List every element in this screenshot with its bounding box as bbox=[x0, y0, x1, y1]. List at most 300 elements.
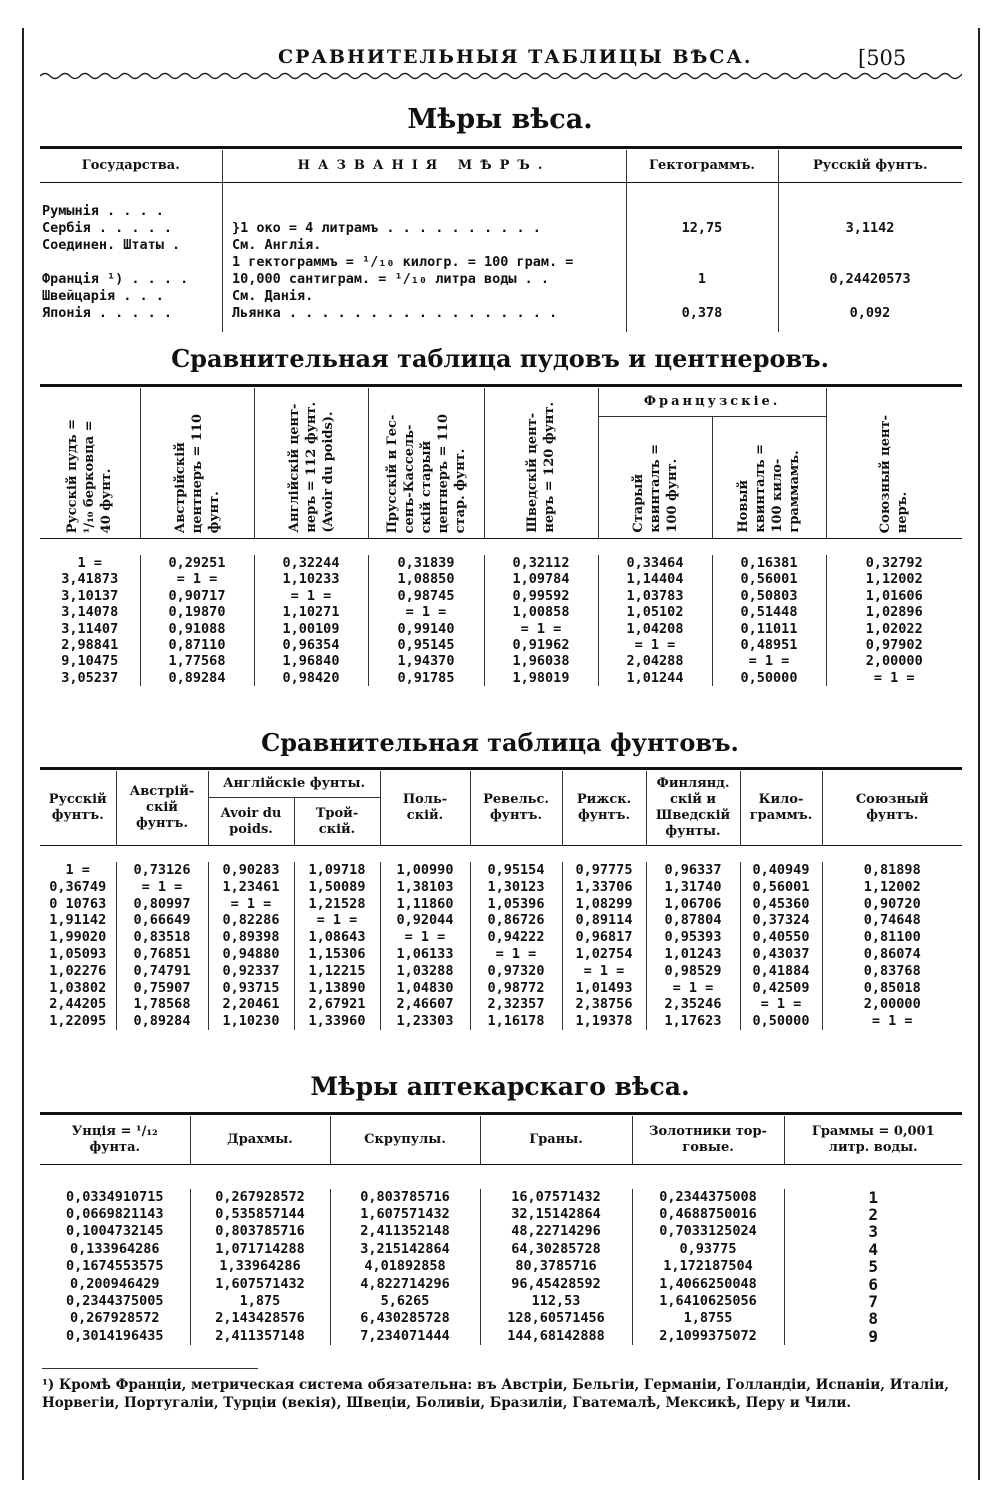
table-cell: 1,00109 bbox=[254, 621, 368, 637]
table-cell: = 1 = bbox=[562, 963, 646, 980]
weights-table bbox=[40, 150, 962, 322]
group-header: Англійскіе фунты. bbox=[208, 771, 380, 798]
page-title: СРАВНИТЕЛЬНЫЯ ТАБЛИЦЫ ВѢСА. bbox=[278, 46, 753, 68]
table-cell: 0,3014196435 bbox=[65, 1327, 164, 1344]
table-cell: 1,08850 bbox=[368, 571, 484, 587]
table-row bbox=[40, 1276, 962, 1293]
col-header: Союзный цент- неръ. bbox=[826, 388, 962, 539]
table-cell: = 1 = bbox=[254, 588, 368, 604]
table-cell: 1,10271 bbox=[254, 604, 368, 620]
table-cell: 0,92044 bbox=[380, 912, 470, 929]
table-cell: 1,33964286 bbox=[190, 1258, 330, 1275]
table-cell: 0,92337 bbox=[208, 963, 294, 980]
table-cell: 2,38756 bbox=[562, 996, 646, 1013]
table-cell: Соединен. Штаты . bbox=[42, 236, 181, 253]
table-row bbox=[40, 1258, 962, 1275]
table-cell: 3,1142 bbox=[845, 219, 895, 236]
table-cell: 2,32357 bbox=[470, 996, 562, 1013]
table-cell: 48,22714296 bbox=[480, 1223, 632, 1240]
table-cell bbox=[626, 288, 778, 305]
table-cell: 0,80997 bbox=[116, 896, 208, 913]
table-cell: 1,16178 bbox=[470, 1013, 562, 1030]
table-cell: 1,33960 bbox=[294, 1013, 380, 1030]
table-cell bbox=[778, 288, 962, 305]
table-cell: 0,267928572 bbox=[70, 1310, 160, 1327]
table-cell: 2,143428576 bbox=[190, 1310, 330, 1327]
col-header: Австрійскій центнеръ = 110 фунт. bbox=[140, 388, 254, 539]
top-rule bbox=[40, 146, 962, 149]
table-row bbox=[40, 996, 962, 1013]
table-cell: 1,03802 bbox=[49, 979, 107, 996]
table-cell: 0,89284 bbox=[116, 1013, 208, 1030]
table-row bbox=[40, 1310, 962, 1327]
table-cell: 0,95393 bbox=[646, 929, 740, 946]
table-cell: 1,607571432 bbox=[330, 1206, 480, 1223]
table-row bbox=[40, 237, 962, 254]
table-cell: 5,6265 bbox=[330, 1293, 480, 1310]
table-cell: 1,19378 bbox=[562, 1013, 646, 1030]
table-cell: 0,90717 bbox=[140, 588, 254, 604]
table-row bbox=[40, 1013, 962, 1030]
table-cell: 1,172187504 bbox=[632, 1258, 784, 1275]
table-cell: 0,89114 bbox=[562, 912, 646, 929]
table-cell: 1,09718 bbox=[294, 862, 380, 879]
col-header: Англійскій цент- неръ = 112 фунт. (Avoir du poids). bbox=[254, 388, 368, 539]
table-cell: 0,0334910715 bbox=[65, 1188, 164, 1205]
table-cell: 0,91785 bbox=[368, 670, 484, 686]
table-cell: 0,66649 bbox=[116, 912, 208, 929]
col-header: Русскій фунтъ. bbox=[48, 792, 107, 823]
table-cell: 0,200946429 bbox=[70, 1275, 160, 1292]
table-cell: 1,15306 bbox=[294, 946, 380, 963]
table-cell: 1,50089 bbox=[294, 879, 380, 896]
table-cell: 0,83768 bbox=[822, 963, 962, 980]
col-header: Кило- граммъ. bbox=[740, 771, 822, 846]
table-cell: 0,82286 bbox=[208, 912, 294, 929]
table-cell: 1,22095 bbox=[49, 1013, 107, 1030]
col-header: Русскій пудъ = ¹/₁₀ берковца = 40 фунт. bbox=[65, 418, 115, 533]
table-cell: 0,133964286 bbox=[70, 1240, 160, 1257]
table-cell: 9,10475 bbox=[61, 653, 119, 670]
table-cell: 0,86074 bbox=[822, 946, 962, 963]
table-cell: 144,68142888 bbox=[480, 1328, 632, 1345]
table-cell: 0,74648 bbox=[822, 912, 962, 929]
table-cell: 1,01243 bbox=[646, 946, 740, 963]
table-cell: 1,01244 bbox=[598, 670, 712, 686]
table-cell: 1,04830 bbox=[380, 980, 470, 997]
table-cell: = 1 = bbox=[116, 879, 208, 896]
table-cell: 2,00000 bbox=[826, 653, 962, 669]
table-cell: 0,91962 bbox=[484, 637, 598, 653]
table-cell: 1,071714288 bbox=[190, 1241, 330, 1258]
table-row bbox=[40, 963, 962, 980]
table-cell: 3,11407 bbox=[61, 620, 119, 637]
col-header: Скрупулы. bbox=[330, 1116, 480, 1164]
table-cell: 0,94222 bbox=[470, 929, 562, 946]
table-cell: 0,803785716 bbox=[190, 1223, 330, 1240]
table-cell: 1,01606 bbox=[826, 588, 962, 604]
table-cell: 0,73126 bbox=[116, 862, 208, 879]
table-cell: 7 bbox=[784, 1293, 962, 1310]
table-row bbox=[40, 555, 962, 571]
table-cell: 1,02896 bbox=[826, 604, 962, 620]
col-header: Гектограммъ. bbox=[626, 150, 778, 182]
table-cell: 1,96038 bbox=[484, 653, 598, 669]
table-cell: 0,81100 bbox=[822, 929, 962, 946]
table-cell: 1,08299 bbox=[562, 896, 646, 913]
table-row bbox=[40, 637, 962, 653]
table-cell: 0,0669821143 bbox=[65, 1205, 164, 1222]
table-cell: = 1 = bbox=[822, 1013, 962, 1030]
table-cell: 0,51448 bbox=[712, 604, 826, 620]
table-cell: 1 bbox=[697, 270, 707, 287]
table-cell: 2,20461 bbox=[208, 996, 294, 1013]
table-cell: 0,97775 bbox=[562, 862, 646, 879]
table-cell: 0,803785716 bbox=[330, 1189, 480, 1206]
table-cell: 0,94880 bbox=[208, 946, 294, 963]
group-header: Французскіе. bbox=[598, 388, 826, 417]
table-cell: 1,03288 bbox=[380, 963, 470, 980]
table-cell: 96,45428592 bbox=[480, 1276, 632, 1293]
table-cell: 0,31839 bbox=[368, 555, 484, 571]
table-cell: 1,14404 bbox=[598, 571, 712, 587]
table-cell: 0,32112 bbox=[484, 555, 598, 571]
table-cell: 0,90720 bbox=[822, 896, 962, 913]
table-cell: 3,10137 bbox=[61, 587, 119, 604]
col-header: Поль- скій. bbox=[380, 771, 470, 846]
table-cell: 1,13890 bbox=[294, 980, 380, 997]
table-cell: 0,97902 bbox=[826, 637, 962, 653]
table-row bbox=[40, 588, 962, 604]
table-cell: 4,01892858 bbox=[330, 1258, 480, 1275]
table-cell: 0,74791 bbox=[116, 963, 208, 980]
table-cell: 0,2344375008 bbox=[632, 1189, 784, 1206]
table-cell: 0,36749 bbox=[49, 878, 107, 895]
table-row bbox=[40, 896, 962, 913]
pounds-table bbox=[40, 771, 962, 1030]
table-cell: 0,56001 bbox=[712, 571, 826, 587]
apothecary-heading: Мѣры аптекарскаго вѣса. bbox=[310, 1072, 690, 1101]
table-row bbox=[40, 1328, 962, 1345]
table-cell: 2,04288 bbox=[598, 653, 712, 669]
table-cell: 0,86726 bbox=[470, 912, 562, 929]
table-row bbox=[40, 288, 962, 305]
table-cell: 0,83518 bbox=[116, 929, 208, 946]
table-cell: 0,267928572 bbox=[190, 1189, 330, 1206]
table-cell: 4 bbox=[784, 1241, 962, 1258]
table-row bbox=[40, 670, 962, 686]
table-row bbox=[40, 879, 962, 896]
table-cell: 1,33706 bbox=[562, 879, 646, 896]
table-cell: 0 10763 bbox=[49, 895, 107, 912]
table-cell: 1,02754 bbox=[562, 946, 646, 963]
table-cell: 1,607571432 bbox=[190, 1276, 330, 1293]
table-cell: 0,32792 bbox=[826, 555, 962, 571]
table-cell: = 1 = bbox=[140, 571, 254, 587]
table-cell: 1,02276 bbox=[49, 962, 107, 979]
table-cell: 2 bbox=[784, 1206, 962, 1223]
col-header: Государства. bbox=[81, 157, 180, 173]
page-number: [505 bbox=[858, 46, 907, 70]
table-row bbox=[40, 254, 962, 288]
col-header: Граны. bbox=[480, 1116, 632, 1164]
table-cell: 0,32244 bbox=[254, 555, 368, 571]
table-cell: 0,1004732145 bbox=[65, 1223, 164, 1240]
table-row bbox=[40, 571, 962, 587]
table-cell: 0,99592 bbox=[484, 588, 598, 604]
table-cell: = 1 = bbox=[712, 653, 826, 669]
table-cell: 1,10230 bbox=[208, 1013, 294, 1030]
table-cell: 0,99140 bbox=[368, 621, 484, 637]
table-cell: 1,05093 bbox=[49, 945, 107, 962]
poods-table bbox=[40, 388, 962, 686]
table-cell: 0,75907 bbox=[116, 980, 208, 997]
table-cell: 1,09784 bbox=[484, 571, 598, 587]
table-cell: 1,96840 bbox=[254, 653, 368, 669]
table-cell: 2,411357148 bbox=[190, 1328, 330, 1345]
table-cell: 0,29251 bbox=[140, 555, 254, 571]
table-cell: 0,85018 bbox=[822, 980, 962, 997]
footnote-rule bbox=[42, 1368, 258, 1369]
table-cell: 6 bbox=[784, 1276, 962, 1293]
table-row bbox=[40, 621, 962, 637]
table-row bbox=[40, 653, 962, 669]
table-cell: 1,875 bbox=[190, 1293, 330, 1310]
table-cell: 0,40949 bbox=[740, 862, 822, 879]
poods-heading: Сравнительная таблица пудовъ и центнеровъ. bbox=[171, 344, 829, 373]
table-cell: 0,378 bbox=[681, 304, 723, 321]
col-header: Австрій- скій фунтъ. bbox=[116, 771, 208, 846]
table-cell: 3,14078 bbox=[61, 604, 119, 621]
table-cell: 1,6410625056 bbox=[632, 1293, 784, 1310]
pounds-heading: Сравнительная таблица фунтовъ. bbox=[261, 728, 739, 757]
table-cell: 0,16381 bbox=[712, 555, 826, 571]
table-cell: 8 bbox=[784, 1310, 962, 1327]
table-cell: 2,44205 bbox=[49, 996, 107, 1013]
table-cell: 0,81898 bbox=[822, 862, 962, 879]
table-cell: 1,30123 bbox=[470, 879, 562, 896]
table-cell: 1 = bbox=[65, 862, 90, 878]
table-cell: 1,12002 bbox=[826, 571, 962, 587]
table-cell: 1,77568 bbox=[140, 653, 254, 669]
table-cell: 0,7033125024 bbox=[632, 1223, 784, 1240]
table-cell: 0,90283 bbox=[208, 862, 294, 879]
table-cell: 0,96354 bbox=[254, 637, 368, 653]
footnote: ¹) Кромѣ Франціи, метрическая система обязательна: въ Австріи, Бельгіи, Германіи, Голландіи, Испаніи, Италіи, Норвегіи, Португаліи, Турціи (векія), Швеціи, Боливіи, Бразиліи, Гватемалѣ, Мексикѣ, Перу и Чили. bbox=[42, 1377, 949, 1411]
table-cell: 0,98772 bbox=[470, 980, 562, 997]
table-cell: 6,430285728 bbox=[330, 1310, 480, 1327]
table-cell: = 1 = bbox=[380, 929, 470, 946]
table-cell: 0,092 bbox=[849, 304, 891, 321]
table-cell: 1 bbox=[784, 1189, 962, 1206]
table-row bbox=[40, 305, 962, 322]
table-cell: 1,31740 bbox=[646, 879, 740, 896]
table-cell: 0,93775 bbox=[632, 1241, 784, 1258]
table-cell: См. Данія. bbox=[232, 287, 314, 304]
col-header: Финлянд. скій и Шведскій фунты. bbox=[646, 771, 740, 846]
table-cell bbox=[626, 237, 778, 254]
table-cell: 0,98420 bbox=[254, 670, 368, 686]
table-cell: 0,1674553575 bbox=[65, 1258, 164, 1275]
table-row bbox=[40, 946, 962, 963]
table-row bbox=[40, 604, 962, 620]
table-cell: 0,42509 bbox=[740, 980, 822, 997]
table-row bbox=[40, 1241, 962, 1258]
table-cell: 0,93715 bbox=[208, 980, 294, 997]
table-cell: = 1 = bbox=[470, 946, 562, 963]
table-cell: 0,87804 bbox=[646, 912, 740, 929]
table-cell: 1,04208 bbox=[598, 621, 712, 637]
table-cell: 1,01493 bbox=[562, 980, 646, 997]
table-cell: 0,50000 bbox=[712, 670, 826, 686]
table-cell: 3 bbox=[784, 1223, 962, 1240]
col-header: Союзный фунтъ. bbox=[822, 771, 962, 846]
table-cell: 0,33464 bbox=[598, 555, 712, 571]
col-header: Ревельс. фунтъ. bbox=[470, 771, 562, 846]
table-cell: 80,3785716 bbox=[480, 1258, 632, 1275]
table-cell: 64,30285728 bbox=[480, 1241, 632, 1258]
col-header: Трой- скій. bbox=[294, 798, 380, 846]
table-cell: = 1 = bbox=[368, 604, 484, 620]
col-header: Унція = ¹/₁₂ фунта. bbox=[71, 1123, 158, 1155]
table-cell: 0,535857144 bbox=[190, 1206, 330, 1223]
table-cell: 2,98841 bbox=[61, 637, 119, 654]
table-cell: 1,91142 bbox=[49, 912, 107, 929]
table-cell: 1,00858 bbox=[484, 604, 598, 620]
table-cell: 0,48951 bbox=[712, 637, 826, 653]
table-cell: 0,87110 bbox=[140, 637, 254, 653]
table-cell: 0,45360 bbox=[740, 896, 822, 913]
table-cell: 2,00000 bbox=[822, 996, 962, 1013]
table-cell: = 1 = bbox=[598, 637, 712, 653]
table-cell: 1,23461 bbox=[208, 879, 294, 896]
table-cell: 1,10233 bbox=[254, 571, 368, 587]
table-cell: 2,67921 bbox=[294, 996, 380, 1013]
table-cell: 0,89398 bbox=[208, 929, 294, 946]
table-row bbox=[40, 862, 962, 879]
table-cell: См. Англія. bbox=[232, 236, 322, 253]
table-cell: 9 bbox=[784, 1328, 962, 1345]
table-cell: }1 око = 4 литрамъ . . . . . . . . . . bbox=[232, 219, 541, 236]
wavy-rule bbox=[40, 70, 962, 82]
col-header: Золотники тор- говые. bbox=[632, 1116, 784, 1164]
table-cell: 0,98529 bbox=[646, 963, 740, 980]
weights-heading: Мѣры вѣса. bbox=[407, 104, 593, 135]
table-cell: 1,78568 bbox=[116, 996, 208, 1013]
table-cell: 1,23303 bbox=[380, 1013, 470, 1030]
table-cell: 1,11860 bbox=[380, 896, 470, 913]
table-row bbox=[40, 1189, 962, 1206]
table-cell: 0,11011 bbox=[712, 621, 826, 637]
table-cell: 3,41873 bbox=[61, 571, 119, 588]
table-cell: Швейцарія . . . bbox=[42, 287, 164, 304]
table-cell: 0,2344375005 bbox=[65, 1292, 164, 1309]
table-cell: 112,53 bbox=[480, 1293, 632, 1310]
table-cell: 0,95145 bbox=[368, 637, 484, 653]
apothecary-table bbox=[40, 1116, 962, 1345]
table-cell: 0,97320 bbox=[470, 963, 562, 980]
table-cell: 1,21528 bbox=[294, 896, 380, 913]
table-cell: 0,76851 bbox=[116, 946, 208, 963]
table-row bbox=[40, 980, 962, 997]
table-row bbox=[40, 912, 962, 929]
table-cell: 0,56001 bbox=[740, 879, 822, 896]
table-cell: 0,95154 bbox=[470, 862, 562, 879]
table-cell: 1,12002 bbox=[822, 879, 962, 896]
table-cell: 1,08643 bbox=[294, 929, 380, 946]
table-cell: = 1 = bbox=[294, 912, 380, 929]
table-row bbox=[40, 1293, 962, 1310]
table-cell: 4,822714296 bbox=[330, 1276, 480, 1293]
table-cell: 12,75 bbox=[681, 219, 723, 236]
table-cell: Льянка . . . . . . . . . . . . . . . . . bbox=[232, 304, 558, 321]
col-header: Прусскій и Гес- сенъ-Кассель- скій старый центнеръ = 110 стар. фунт. bbox=[368, 388, 484, 539]
table-cell: 1,4066250048 bbox=[632, 1276, 784, 1293]
table-row bbox=[40, 1206, 962, 1223]
table-cell: 0,40550 bbox=[740, 929, 822, 946]
table-cell: 1,06706 bbox=[646, 896, 740, 913]
table-cell: = 1 = bbox=[646, 980, 740, 997]
table-cell: 0,19870 bbox=[140, 604, 254, 620]
col-header: Драхмы. bbox=[190, 1116, 330, 1164]
table-cell: 0,96817 bbox=[562, 929, 646, 946]
col-header: Новый квинталъ = 100 кило- граммамъ. bbox=[712, 417, 826, 539]
table-cell: = 1 = bbox=[484, 621, 598, 637]
table-cell: 1,03783 bbox=[598, 588, 712, 604]
table-cell: 1,12215 bbox=[294, 963, 380, 980]
table-cell: 0,50803 bbox=[712, 588, 826, 604]
table-cell: 0,37324 bbox=[740, 912, 822, 929]
table-cell: 1,8755 bbox=[632, 1310, 784, 1327]
table-cell: 1,99020 bbox=[49, 929, 107, 946]
table-cell: 0,96337 bbox=[646, 862, 740, 879]
table-cell: = 1 = bbox=[208, 896, 294, 913]
table-row bbox=[40, 1223, 962, 1240]
table-cell: 1,06133 bbox=[380, 946, 470, 963]
table-cell: 0,89284 bbox=[140, 670, 254, 686]
table-cell: 1 гектограммъ = ¹/₁₀ килогр. = 100 грам. = 10,000 сантиграм. = ¹/₁₀ литра воды . . bbox=[232, 253, 574, 287]
table-cell: 2,1099375072 bbox=[632, 1328, 784, 1345]
table-cell: 1 = bbox=[77, 555, 102, 571]
col-header: Старый квинталъ = 100 фунт. bbox=[598, 417, 712, 539]
table-cell: 3,05237 bbox=[61, 669, 119, 686]
table-row bbox=[40, 929, 962, 946]
col-header: Шведскій цент- неръ = 120 фунт. bbox=[484, 388, 598, 539]
table-cell bbox=[778, 237, 962, 254]
table-cell: Румынія . . . . Сербія . . . . . bbox=[42, 202, 173, 236]
table-cell: 1,05396 bbox=[470, 896, 562, 913]
table-cell: 32,15142864 bbox=[480, 1206, 632, 1223]
col-header: Русскій фунтъ. bbox=[778, 150, 962, 182]
table-cell: 0,98745 bbox=[368, 588, 484, 604]
table-cell: 2,35246 bbox=[646, 996, 740, 1013]
table-cell: Франція ¹) . . . . bbox=[42, 270, 189, 287]
table-cell: Японія . . . . . bbox=[42, 304, 173, 321]
table-cell: 0,24420573 bbox=[829, 270, 911, 287]
col-header: Рижск. фунтъ. bbox=[562, 771, 646, 846]
table-cell: = 1 = bbox=[826, 670, 962, 686]
table-cell: 1,00990 bbox=[380, 862, 470, 879]
table-cell: 1,94370 bbox=[368, 653, 484, 669]
table-cell: 0,91088 bbox=[140, 621, 254, 637]
table-cell: 5 bbox=[784, 1258, 962, 1275]
table-cell: 2,411352148 bbox=[330, 1223, 480, 1240]
table-cell: 0,43037 bbox=[740, 946, 822, 963]
table-cell: 1,98019 bbox=[484, 670, 598, 686]
table-cell: 1,02022 bbox=[826, 621, 962, 637]
table-cell: 7,234071444 bbox=[330, 1328, 480, 1345]
table-cell: 1,05102 bbox=[598, 604, 712, 620]
